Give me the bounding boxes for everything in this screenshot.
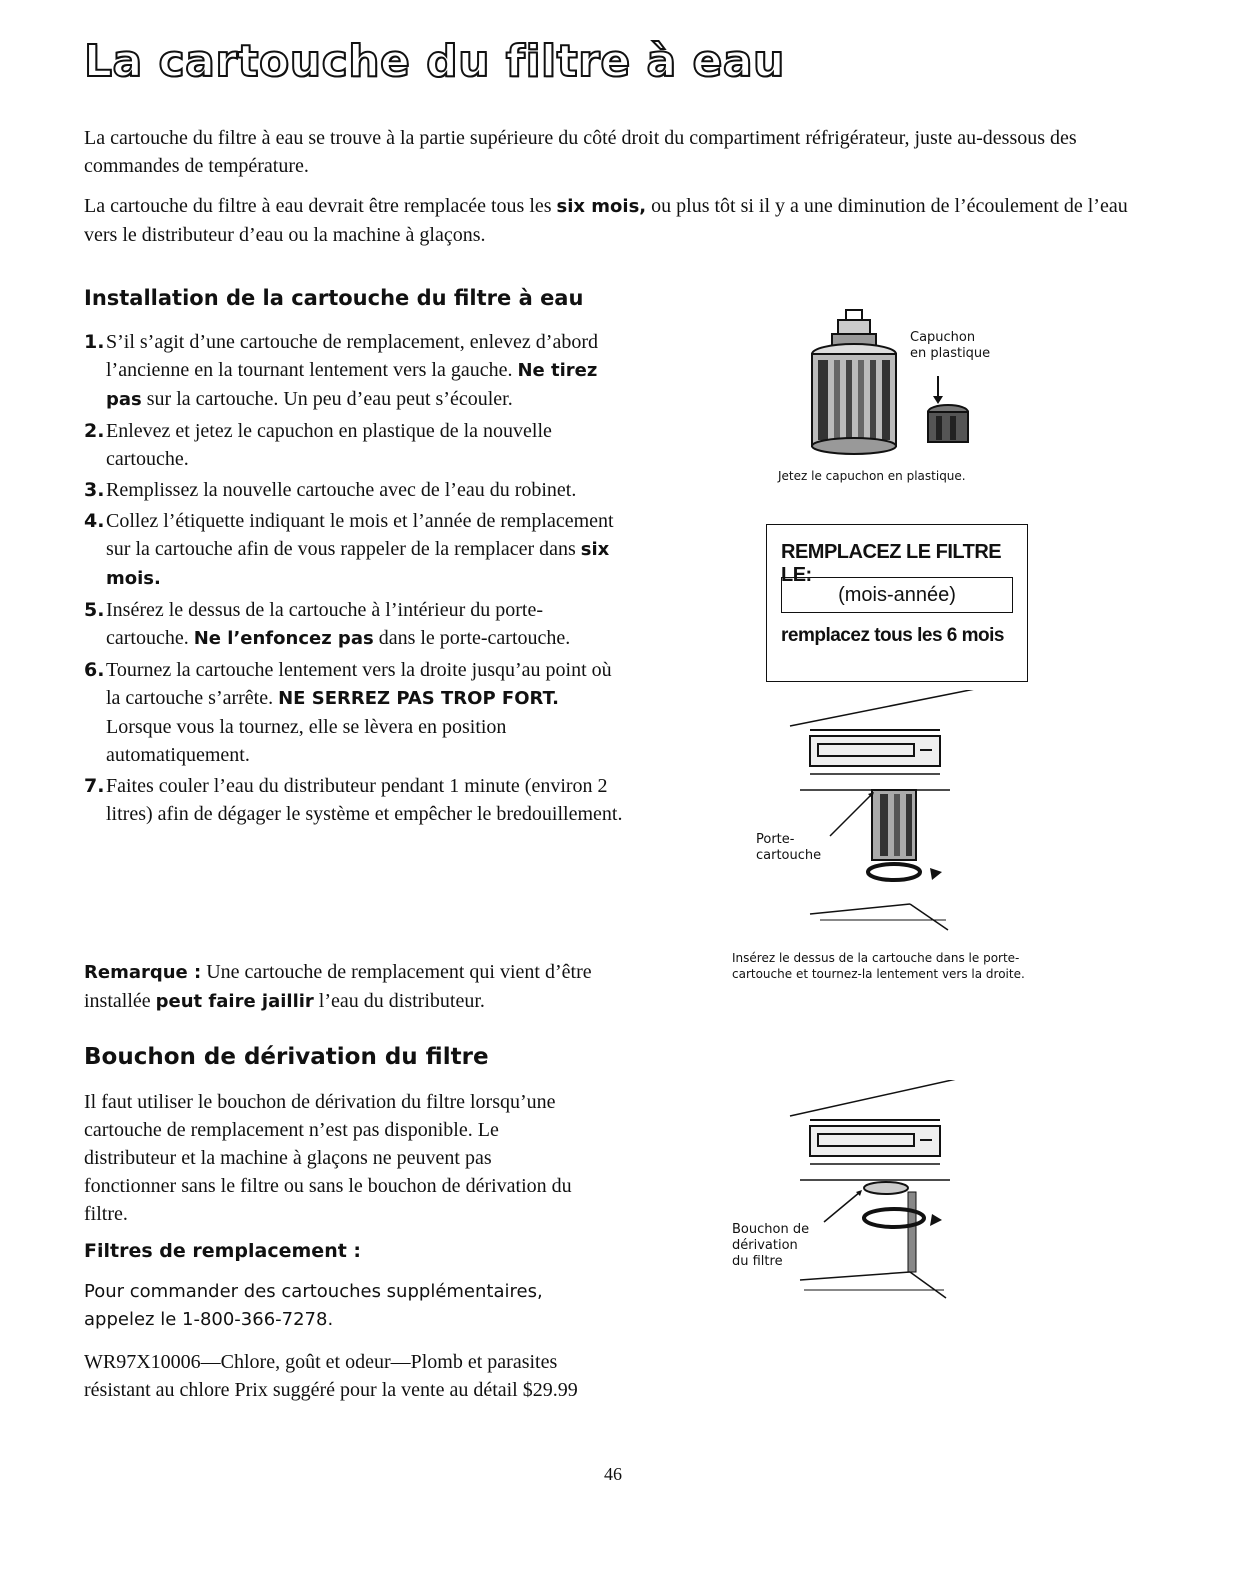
step-item bbox=[84, 417, 624, 473]
step-text: Insérez le dessus de la cartouche à l’intérieur du porte-cartouche. bbox=[106, 599, 544, 649]
installation-heading: Installation de la cartouche du filtre à eau bbox=[84, 286, 584, 310]
step-item bbox=[84, 476, 624, 504]
bypass-plug-label-line2: dérivation bbox=[732, 1238, 798, 1253]
step-text: Remplissez la nouvelle cartouche avec de l’eau du robinet. bbox=[106, 479, 577, 501]
figure2-caption-line1: Insérez le dessus de la cartouche dans le porte- bbox=[732, 951, 1020, 965]
remark-label: Remarque : bbox=[84, 962, 202, 983]
plastic-cap-label-line1: Capuchon bbox=[910, 330, 976, 345]
figure2-caption-line2: cartouche et tournez-la lentement vers la droite. bbox=[732, 967, 1025, 981]
remark-text-after: l’eau du distributeur. bbox=[313, 990, 485, 1012]
step-item bbox=[84, 772, 624, 828]
step-item bbox=[84, 328, 624, 414]
step-emphasis: Ne tirez pas bbox=[106, 360, 598, 410]
intro-p2-bold: six mois, bbox=[556, 196, 647, 217]
bypass-plug-label-line1: Bouchon de bbox=[732, 1222, 810, 1237]
step-item bbox=[84, 596, 624, 653]
replacement-filters-heading: Filtres de remplacement : bbox=[84, 1240, 362, 1262]
remark-emphasis: peut faire jaillir bbox=[155, 991, 314, 1012]
filter-model-info: WR97X10006—Chlore, goût et odeur—Plomb et parasites résistant au chlore Prix suggéré pour la vente au détail $29.99 bbox=[84, 1351, 578, 1401]
plastic-cap-label bbox=[910, 330, 990, 362]
reminder-title: REMPLACEZ LE FILTRE LE: bbox=[781, 541, 1002, 586]
figure1-caption: Jetez le capuchon en plastique. bbox=[778, 469, 966, 483]
step-text: Collez l’étiquette indiquant le mois et l’année de remplacement sur la cartouche afin de vous rappeler de la remplacer dans bbox=[106, 510, 614, 560]
step-text-after: sur la cartouche. Un peu d’eau peut s’écouler. bbox=[141, 388, 513, 410]
step-text: S’il s’agit d’une cartouche de remplacement, enlevez d’abord l’ancienne en la tournant lentement vers la gauche. bbox=[106, 331, 599, 381]
bypass-plug-label-line3: du filtre bbox=[732, 1254, 783, 1269]
intro-paragraph-1: La cartouche du filtre à eau se trouve à la partie supérieure du côté droit du compartiment réfrigérateur, juste au-dessous des commandes de température. bbox=[84, 127, 1077, 177]
bypass-heading: Bouchon de dérivation du filtre bbox=[84, 1044, 489, 1070]
installation-steps bbox=[84, 328, 624, 831]
step-number: 5. bbox=[84, 599, 105, 621]
reminder-footer: remplacez tous les 6 mois bbox=[781, 625, 1004, 646]
step-item bbox=[84, 656, 624, 769]
step-emphasis: NE SERREZ PAS TROP FORT. bbox=[278, 688, 559, 709]
replacement-reminder-label bbox=[766, 524, 1028, 682]
remark-text: Une cartouche de remplacement qui vient d’être installée bbox=[84, 961, 592, 1012]
cartridge-holder-label-line1: Porte- bbox=[756, 832, 795, 847]
step-item bbox=[84, 507, 624, 593]
cartridge-holder-label-line2: cartouche bbox=[756, 848, 822, 863]
order-info: Pour commander des cartouches supplémentaires, appelez le 1-800-366-7278. bbox=[84, 1281, 543, 1330]
step-number: 4. bbox=[84, 510, 105, 532]
step-text-after: Lorsque vous la tournez, elle se lèvera en position automatiquement. bbox=[106, 716, 507, 766]
reminder-date-field: (mois-année) bbox=[781, 577, 1013, 613]
step-text-after: dans le porte-cartouche. bbox=[373, 627, 571, 649]
step-number: 2. bbox=[84, 420, 105, 442]
step-number: 7. bbox=[84, 775, 105, 797]
step-emphasis: Ne l’enfoncez pas bbox=[193, 628, 374, 649]
bypass-plug-label bbox=[732, 1222, 809, 1270]
step-number: 1. bbox=[84, 331, 105, 353]
step-emphasis: six mois. bbox=[106, 539, 610, 589]
plastic-cap-label-line2: en plastique bbox=[910, 346, 991, 361]
bypass-paragraph: Il faut utiliser le bouchon de dérivation du filtre lorsqu’une cartouche de remplacement n’est pas disponible. Le distributeur et la machine à glaçons ne peuvent pas fonctionner sans le filtre ou sans le bouchon de dérivation du filtre. bbox=[84, 1091, 572, 1225]
figure2-caption bbox=[732, 950, 1025, 982]
step-number: 3. bbox=[84, 479, 105, 501]
intro-p2-text-after: ou plus tôt si il y a une diminution de l’écoulement de l’eau vers le distributeur d’eau ou la machine à glaçons. bbox=[84, 195, 1128, 246]
step-text: Tournez la cartouche lentement vers la droite jusqu’au point où la cartouche s’arrête. bbox=[106, 659, 612, 709]
page-number: 46 bbox=[604, 1464, 622, 1484]
page-title: La cartouche du filtre à eau bbox=[84, 36, 785, 87]
step-text: Enlevez et jetez le capuchon en plastique de la nouvelle cartouche. bbox=[106, 420, 552, 470]
intro-paragraph-2 bbox=[84, 192, 1164, 249]
step-text: Faites couler l’eau du distributeur pendant 1 minute (environ 2 litres) afin de dégager le système et empêcher le bredouillement. bbox=[106, 775, 623, 825]
intro-p2-text: La cartouche du filtre à eau devrait être remplacée tous les bbox=[84, 195, 557, 217]
step-number: 6. bbox=[84, 659, 105, 681]
remark-note bbox=[84, 958, 624, 1016]
cartridge-holder-label bbox=[756, 832, 821, 864]
cartridge-holder-illustration bbox=[760, 690, 1000, 940]
bypass-plug-illustration bbox=[760, 1080, 1000, 1310]
